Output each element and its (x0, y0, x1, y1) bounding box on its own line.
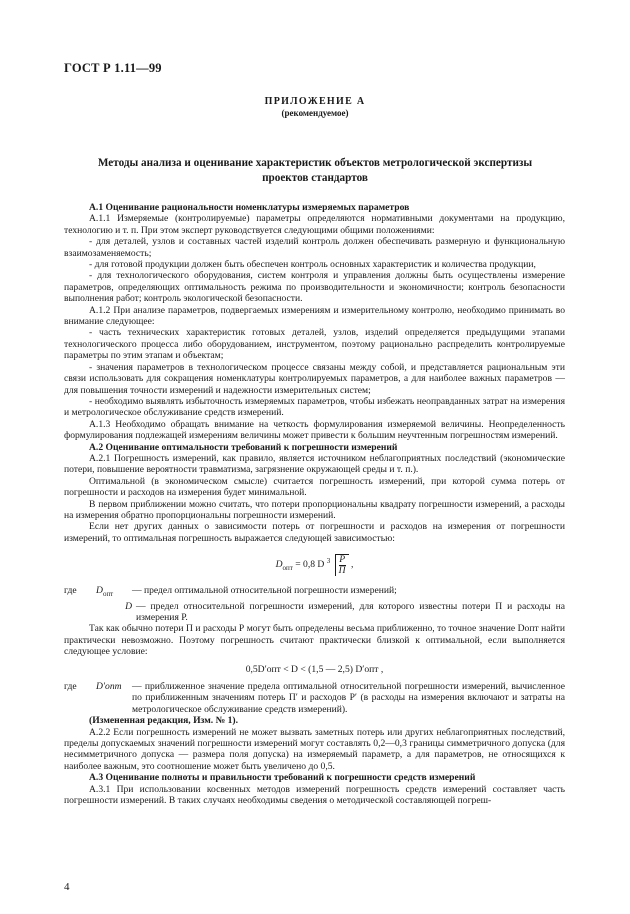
paragraph: В первом приближении можно считать, что потери пропорциональны квадрату погрешности измерений, а расходы на измерения обратно пропорциональны погрешности измерений. (64, 498, 565, 521)
paragraph: А.1.2 При анализе параметров, подвергаемых измерениям и измерительному контролю, необходимо принимать во внимание следующее: (64, 304, 565, 328)
definition-row: где D′опт — приближенное значение предела оптимальной относительной погрешности измерений, вычисленное по приближенным значениям потерь П′ и расходов Р′ (в расходы на измерения включают и затраты на метрологическое обслуживание средств измерений). (64, 680, 565, 715)
section-a1-heading: А.1 Оценивание рациональности номенклатуры измеряемых параметров (89, 202, 410, 213)
appendix-title: ПРИЛОЖЕНИЕ А (264, 96, 366, 107)
paragraph: Если нет других данных о зависимости потерь от погрешности и расходов на измерения от погрешности измерений, то оптимальная погрешность выражается следующей зависимостью: (64, 521, 565, 544)
list-item: - необходимо выявлять избыточность измеряемых параметров, чтобы избежать неоправданных затрат на измерения и метрологическое обслуживание средств измерений. (64, 395, 565, 419)
definition-row: где $D_{опт}$ — предел оптимальной относительной погрешности измерений; (64, 585, 397, 599)
paragraph: Так как обычно потери П и расходы Р могут быть определены весьма приближенно, то точное значение Dопт найти практически невозможно. Поэтому погрешность считают практически близкой к оптимальной, если выполняется следующее условие: (64, 623, 565, 658)
root-fraction: $\frac{P}{П}$ (335, 554, 349, 576)
appendix-heading (0, 96, 630, 119)
list-item: - значения параметров в технологическом процессе связаны между собой, и представляется рациональным эти связи использовать для сокращения номенклатуры контролируемых параметров, а для наиболее важных параметров — для повышения точности измерений и надежности измерительных систем; (64, 361, 565, 396)
definition-row: D — предел относительной погрешности измерений, для которого известны потери П и расходы на измерения Р. (125, 600, 565, 623)
list-item: - для технологического оборудования, систем контроля и управления должны быть осуществлены измерение параметров, определяющих оптимальность режима по производительности и экономичности; контроль безопасности выполнения работ; контроль экологической безопасности. (64, 270, 565, 305)
amendment-note: (Измененная редакция, Изм. № 1). (89, 715, 239, 727)
optimal-error-formula: $D_{опт} = 0,8$ D $^3$ $\frac{P}{П}$ , (275, 554, 354, 577)
paragraph: А.2.1 Погрешность измерений, как правило, является источником неблагоприятных последствий (экономические потери, повышение вероятности травматизма, загрязнение окружающей среды и т. п.). (64, 452, 565, 476)
section-a3-heading: А.3 Оценивание полноты и правильности требований к погрешности средств измерений (89, 772, 476, 784)
list-item: - часть технических характеристик готовых деталей, узлов, изделий определяется предыдущими этапами технологического процесса либо оборудованием, инструментом, поэтому рационально распределить контролируемые параметры по этим этапам и объектам; (64, 327, 565, 362)
paragraph: Оптимальной (в экономическом смысле) считается погрешность измерений, при которой сумма потерь от погрешности и расходов на измерения будет минимальной. (64, 475, 565, 499)
paragraph: А.3.1 При использовании косвенных методов измерений погрешность средств измерений составляет часть погрешности измерений. В таких случаях необходимы сведения о методической составляющей погреш- (64, 783, 565, 806)
paragraph: А.1.1 Измеряемые (контролируемые) параметры определяются нормативными документами на продукцию, технологию и т. п. При этом эксперт руководствуется следующими общими положениями: (64, 213, 565, 236)
body-text (64, 202, 565, 806)
section-a2-heading: А.2 Оценивание оптимальности требований к погрешности измерений (89, 441, 398, 453)
paragraph: А.2.2 Если погрешность измерений не может вызвать заметных потерь или других неблагоприятных последствий, пределы допускаемых значений погрешности измерений могут составлять 0,2—0,3 границы симметричного допуска (для несимметричного допуска — размера поля допуска) на измеряемый параметр, а для параметров, не относящихся к наиболее важным, это соотношение может быть увеличено до 0,5. (64, 726, 565, 772)
list-item: - для деталей, узлов и составных частей изделий контроль должен обеспечивать размерную и функциональную взаимозаменяемость; (64, 236, 565, 259)
list-item: - для готовой продукции должен быть обеспечен контроль основных характеристик и количества продукции, (89, 259, 536, 271)
appendix-subtitle: (рекомендуемое) (281, 108, 349, 118)
standard-code: ГОСТ Р 1.11—99 (64, 61, 162, 75)
main-title: Методы анализа и оценивание характеристик объектов метрологической экспертизы проектов стандартов (97, 157, 533, 184)
paragraph: А.1.3 Необходимо обращать внимание на четкость формулирования измеряемой величины. Неопределенность формулирования подлежащей измерениям величины может привести к большим неучтенным погрешностям измерений. (64, 418, 565, 442)
page-number: 4 (64, 881, 70, 893)
near-optimal-condition-formula: 0,5D′опт < D < (1,5 — 2,5) D′опт , (245, 663, 384, 675)
